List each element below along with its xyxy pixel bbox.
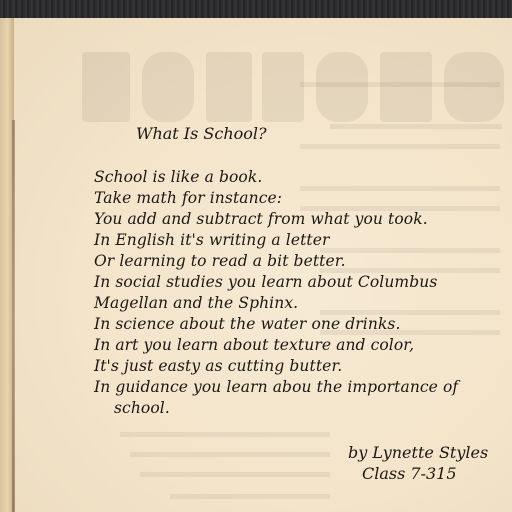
bleed-line <box>300 82 500 87</box>
poem-line: In social studies you learn about Columbus <box>94 273 438 291</box>
poem-line: In English it's writing a letter <box>94 231 330 249</box>
bleed-block <box>262 52 304 122</box>
bleed-line <box>170 494 330 499</box>
poem-line: In science about the water one drinks. <box>94 315 401 333</box>
poem-line: School is like a book. <box>94 168 263 186</box>
poem-line: Or learning to read a bit better. <box>94 252 346 270</box>
poem-title: What Is School? <box>136 124 267 143</box>
poem-line: In guidance you learn abou the importance of <box>94 378 459 396</box>
bleed-line <box>120 432 330 437</box>
bleed-line <box>300 144 500 149</box>
bleed-line <box>130 452 330 457</box>
bleed-block <box>142 52 194 122</box>
poem-line: In art you learn about texture and color, <box>94 336 415 354</box>
author-class: Class 7-315 <box>362 464 457 483</box>
bleed-line <box>140 472 330 477</box>
author-name: by Lynette Styles <box>348 443 489 462</box>
bleed-block <box>206 52 252 122</box>
bleed-line <box>320 248 500 253</box>
poem-line: It's just easty as cutting butter. <box>94 357 343 375</box>
bleed-line <box>330 124 502 129</box>
poem-line: Take math for instance: <box>94 189 283 207</box>
poem-line: You add and subtract from what you took. <box>94 210 428 228</box>
poem-line: Magellan and the Sphinx. <box>94 294 299 312</box>
poem-line: school. <box>114 399 170 417</box>
bleed-line <box>300 186 500 191</box>
bleed-block <box>82 52 130 122</box>
